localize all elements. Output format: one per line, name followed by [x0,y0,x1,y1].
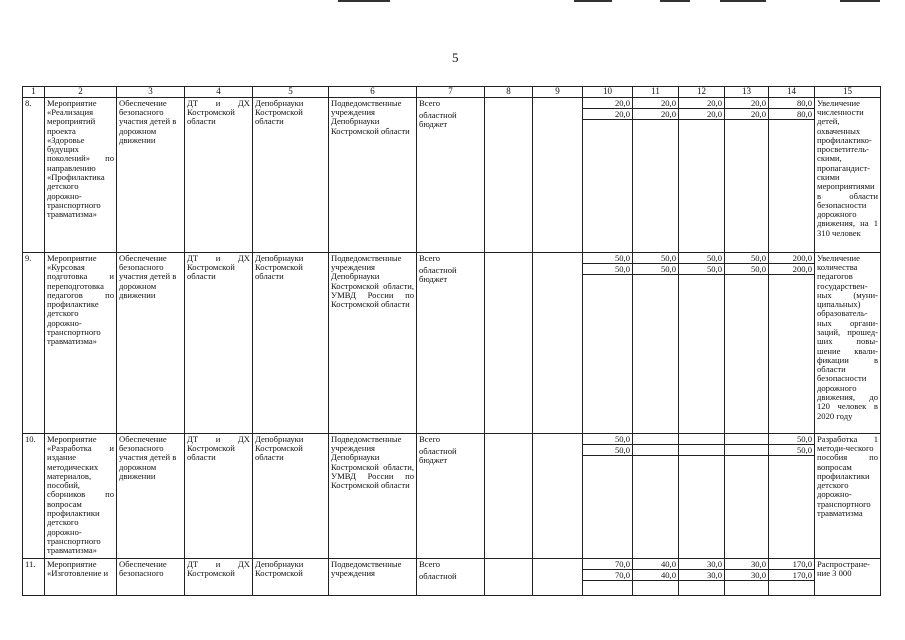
amount-total: 50,0 [769,435,814,445]
amount-budget: 50,0 [583,265,632,275]
recipient: Подведомственные учреждения Депобрнауки Костромской области, УМВД России по Костромской области [329,252,417,433]
amount-cell [769,433,815,558]
amount-cell [583,252,633,433]
scan-mark [338,0,390,2]
amount-budget: 50,0 [679,265,724,275]
co-executor: ДТ и ДХ Костромской [185,558,253,595]
amount-cell [769,252,815,433]
amount-total: 50,0 [583,254,632,264]
amount-cell [633,252,679,433]
amount-budget: 20,0 [633,110,678,120]
amount-cell [583,558,633,595]
source-total: Всего [419,97,441,108]
measures-table [22,86,881,596]
amount-budget: 170,0 [769,571,814,581]
amount-budget: 30,0 [725,571,768,581]
amount-total: 50,0 [725,254,768,264]
amount-budget: 80,0 [769,110,814,120]
measure-name: Мероприятие «Реализация мероприятий проекта «Здоровье будущих поколений» по направлению «Профилактика детского дорожно-транспортного травматизма» [45,97,117,252]
funding-source [417,558,485,595]
amount-total: 80,0 [769,99,814,109]
amount-budget: 30,0 [679,571,724,581]
executor: Депобрнауки Костромской области [253,97,329,252]
amount-budget: 50,0 [633,265,678,275]
amount-budget: 200,0 [769,265,814,275]
executor: Депобрнауки Костромской [253,558,329,595]
executor: Депобрнауки Костромской области [253,433,329,558]
amount-total [725,435,768,445]
amount-total: 170,0 [769,560,814,570]
measure-goal: Обеспечение безопасного участия детей в дорожном движении [117,433,185,558]
amount-total: 20,0 [583,99,632,109]
amount-budget: 50,0 [725,265,768,275]
amount-budget: 50,0 [583,446,632,456]
expected-result: Распростране-ние 3 000 [815,558,881,595]
empty-cell [533,97,583,252]
amount-budget: 20,0 [725,110,768,120]
amount-cell [633,433,679,558]
amount-cell [679,97,725,252]
funding-source [417,433,485,558]
empty-cell [533,252,583,433]
amount-cell [679,558,725,595]
col-header: 5 [253,87,329,98]
amount-cell [633,558,679,595]
amount-total: 40,0 [633,560,678,570]
scan-mark [574,0,612,2]
recipient: Подведомственные учреждения [329,558,417,595]
col-header: 8 [485,87,533,98]
amount-total: 20,0 [679,99,724,109]
co-executor: ДТ и ДХ Костромской области [185,252,253,433]
empty-cell [533,433,583,558]
amount-cell [583,433,633,558]
measure-goal: Обеспечение безопасного [117,558,185,595]
table-row [23,433,881,558]
row-number: 11. [23,558,45,595]
col-header: 12 [679,87,725,98]
amount-cell [769,97,815,252]
amount-budget [725,446,768,456]
funding-source [417,97,485,252]
table-row [23,97,881,252]
co-executor: ДТ и ДХ Костромской области [185,433,253,558]
col-header: 7 [417,87,485,98]
page-number: 5 [452,50,459,65]
empty-cell [485,558,533,595]
col-header: 6 [329,87,417,98]
col-header: 1 [23,87,45,98]
empty-cell [533,558,583,595]
amount-total: 70,0 [583,560,632,570]
amount-total: 20,0 [725,99,768,109]
amount-cell [725,433,769,558]
measure-goal: Обеспечение безопасного участия детей в дорожном движении [117,97,185,252]
scan-mark [660,0,690,2]
col-header: 10 [583,87,633,98]
empty-cell [485,433,533,558]
amount-budget: 20,0 [679,110,724,120]
amount-total: 30,0 [725,560,768,570]
col-header: 2 [45,87,117,98]
measure-name: Мероприятие «Изготовление и [45,558,117,595]
source-budget: областной бюджет [419,446,457,466]
amount-budget: 40,0 [633,571,678,581]
amount-total: 50,0 [633,254,678,264]
col-header: 11 [633,87,679,98]
col-header: 14 [769,87,815,98]
amount-cell [679,433,725,558]
measure-name: Мероприятие «Разработка и издание методических материалов, пособий, сборников по вопросам профилактики детского дорожно-транспортного травматизма» [45,433,117,558]
amount-budget: 20,0 [583,110,632,120]
col-header: 4 [185,87,253,98]
amount-cell [633,97,679,252]
source-total: Всего [419,252,441,263]
expected-result: Разработка 1 методи-ческого пособия по вопросам профилактики детского дорожно-транспортного травматизма [815,433,881,558]
amount-total [679,435,724,445]
col-header: 3 [117,87,185,98]
table-row [23,558,881,595]
amount-cell [769,558,815,595]
co-executor: ДТ и ДХ Костромской области [185,97,253,252]
source-total: Всего [419,433,441,444]
amount-cell [583,97,633,252]
col-header: 15 [815,87,881,98]
recipient: Подведомственные учреждения Депобрнауки Костромской области [329,97,417,252]
amount-total: 50,0 [679,254,724,264]
table-row [23,252,881,433]
amount-total: 200,0 [769,254,814,264]
empty-cell [485,97,533,252]
amount-budget [633,446,678,456]
amount-cell [725,252,769,433]
header-row [23,87,881,98]
col-header: 9 [533,87,583,98]
amount-cell [725,558,769,595]
funding-source [417,252,485,433]
empty-cell [485,252,533,433]
amount-budget [679,446,724,456]
amount-budget: 70,0 [583,571,632,581]
amount-cell [725,97,769,252]
amount-cell [679,252,725,433]
recipient: Подведомственные учреждения Депобрнауки Костромской области, УМВД России по Костромской области [329,433,417,558]
source-budget: областной бюджет [419,265,457,285]
scan-mark [840,0,880,2]
row-number: 9. [23,252,45,433]
source-total: Всего [419,558,441,569]
row-number: 10. [23,433,45,558]
amount-total: 30,0 [679,560,724,570]
row-number: 8. [23,97,45,252]
source-budget: областной бюджет [419,110,457,130]
measure-name: Мероприятие «Курсовая подготовка и переподготовка педагогов по профилактике детского дорожно-транспортного травматизма» [45,252,117,433]
amount-total: 20,0 [633,99,678,109]
executor: Депобрнауки Костромской области [253,252,329,433]
expected-result: Увеличение количества педагогов государствен-ных (муни-ципальных) образователь-ных органи-заций, прошед-ших повы-шение квали-фикации в области безопасности дорожного движения, до 120 человек в 2020 году [815,252,881,433]
amount-total [633,435,678,445]
col-header: 13 [725,87,769,98]
expected-result: Увеличение численности детей, охваченных профилактико-просветитель-скими, пропагандист-скими мероприятиями в области безопасности дорожного движения, на 1 310 человек [815,97,881,252]
amount-total: 50,0 [583,435,632,445]
source-budget: областной [419,571,457,581]
measure-goal: Обеспечение безопасного участия детей в дорожном движении [117,252,185,433]
amount-budget: 50,0 [769,446,814,456]
scan-mark [720,0,766,2]
